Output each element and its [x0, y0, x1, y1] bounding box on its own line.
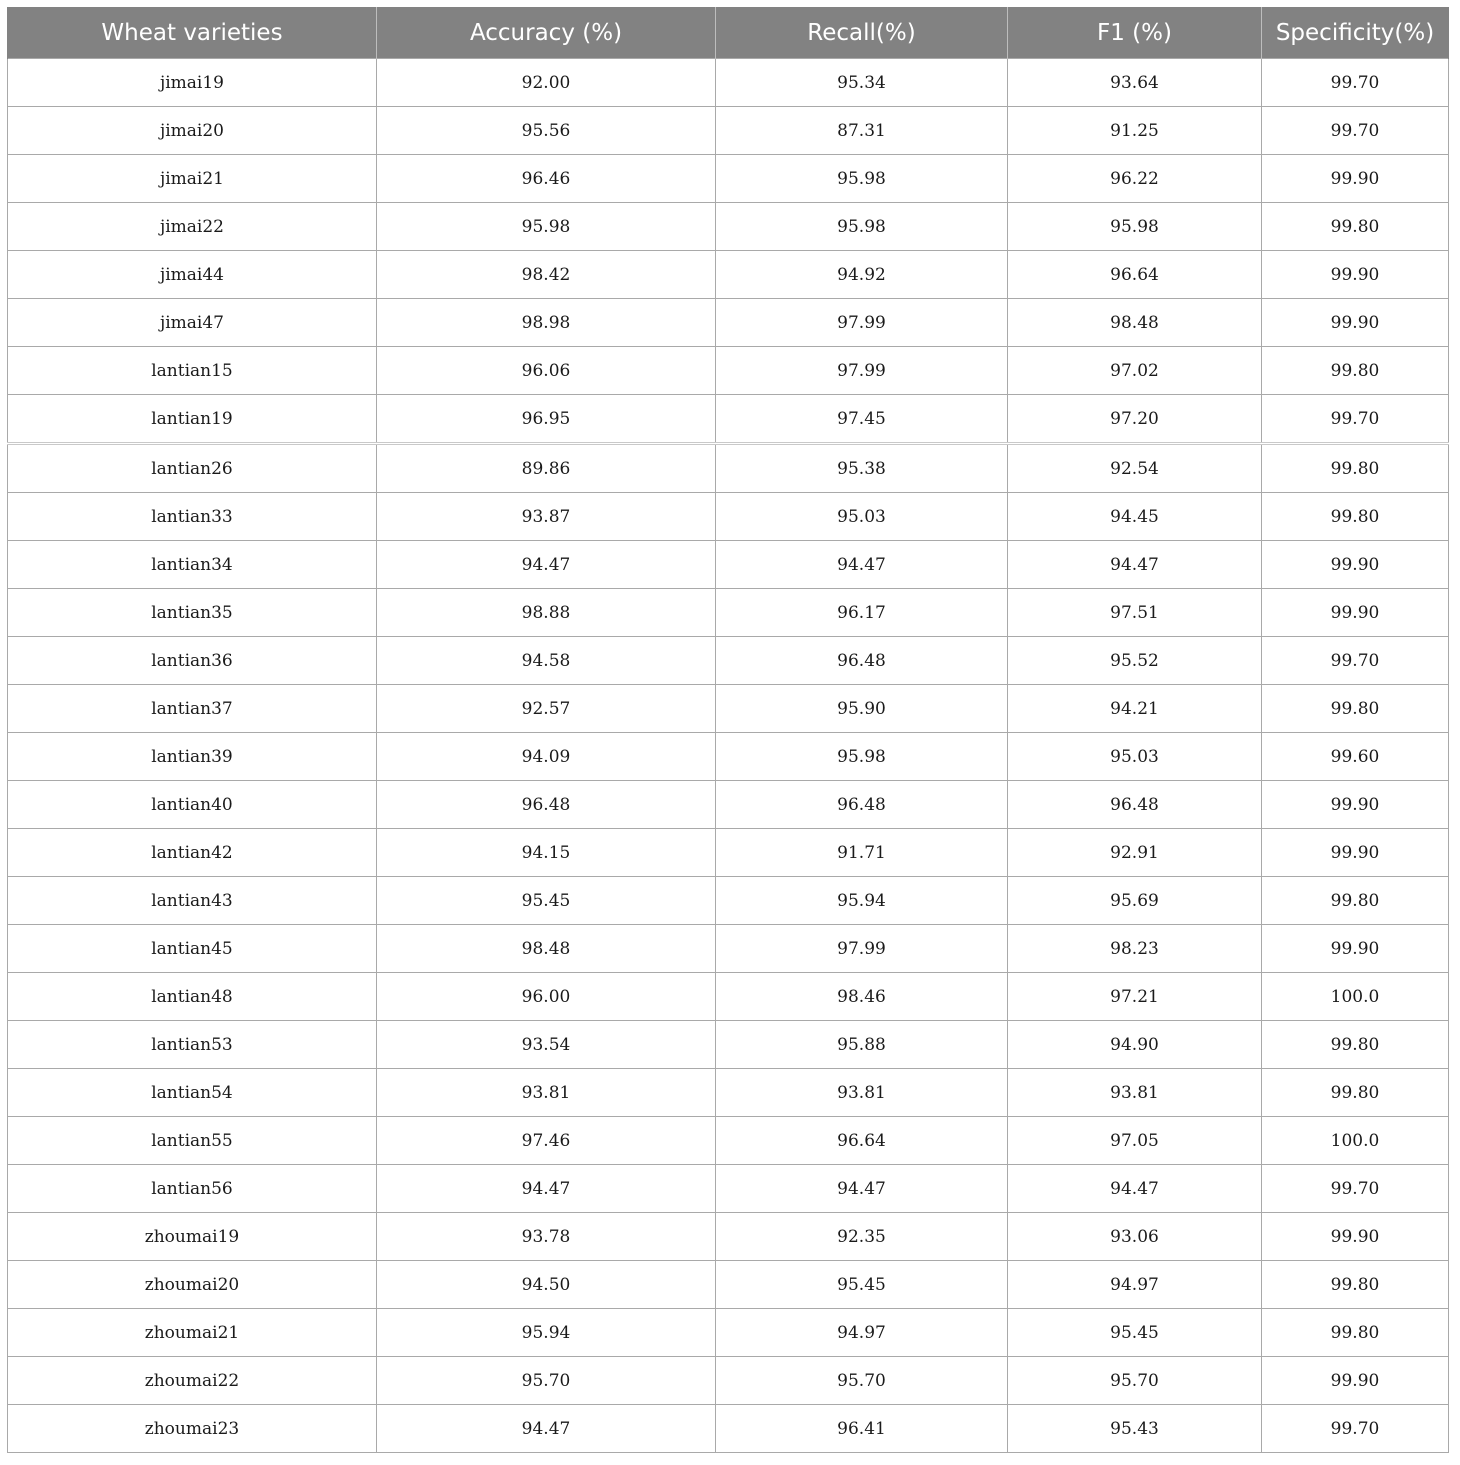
cell-variety: zhoumai19	[8, 1213, 377, 1261]
cell-variety: lantian45	[8, 925, 377, 973]
cell-accuracy: 95.45	[377, 877, 716, 925]
cell-f1: 95.70	[1008, 1357, 1262, 1405]
cell-f1: 95.52	[1008, 637, 1262, 685]
cell-specificity: 99.90	[1262, 925, 1449, 973]
table-row	[8, 685, 1449, 733]
cell-f1: 94.47	[1008, 541, 1262, 589]
cell-f1: 96.48	[1008, 781, 1262, 829]
cell-specificity: 99.80	[1262, 1021, 1449, 1069]
table-row	[8, 395, 1449, 444]
cell-variety: lantian53	[8, 1021, 377, 1069]
cell-recall: 92.35	[716, 1213, 1008, 1261]
cell-f1: 97.02	[1008, 347, 1262, 395]
cell-accuracy: 93.87	[377, 493, 716, 541]
cell-specificity: 99.90	[1262, 251, 1449, 299]
cell-recall: 94.47	[716, 541, 1008, 589]
cell-recall: 94.47	[716, 1165, 1008, 1213]
table-row	[8, 733, 1449, 781]
cell-variety: jimai20	[8, 107, 377, 155]
cell-accuracy: 94.15	[377, 829, 716, 877]
cell-specificity: 99.70	[1262, 1165, 1449, 1213]
cell-specificity: 99.80	[1262, 1309, 1449, 1357]
table-row	[8, 1165, 1449, 1213]
table-row	[8, 877, 1449, 925]
cell-recall: 95.45	[716, 1261, 1008, 1309]
cell-variety: lantian42	[8, 829, 377, 877]
cell-variety: zhoumai23	[8, 1405, 377, 1453]
cell-specificity: 99.70	[1262, 59, 1449, 107]
cell-f1: 96.22	[1008, 155, 1262, 203]
cell-variety: jimai22	[8, 203, 377, 251]
cell-accuracy: 98.98	[377, 299, 716, 347]
cell-f1: 95.03	[1008, 733, 1262, 781]
cell-accuracy: 98.42	[377, 251, 716, 299]
table-row	[8, 251, 1449, 299]
cell-accuracy: 95.56	[377, 107, 716, 155]
cell-variety: lantian37	[8, 685, 377, 733]
table-row	[8, 1309, 1449, 1357]
table-row	[8, 973, 1449, 1021]
cell-variety: lantian39	[8, 733, 377, 781]
cell-f1: 96.64	[1008, 251, 1262, 299]
cell-recall: 98.46	[716, 973, 1008, 1021]
cell-specificity: 99.80	[1262, 685, 1449, 733]
table-row	[8, 347, 1449, 395]
cell-recall: 97.45	[716, 395, 1008, 444]
cell-accuracy: 96.46	[377, 155, 716, 203]
cell-specificity: 99.70	[1262, 107, 1449, 155]
cell-recall: 95.34	[716, 59, 1008, 107]
cell-accuracy: 93.54	[377, 1021, 716, 1069]
cell-variety: jimai21	[8, 155, 377, 203]
table-row	[8, 1261, 1449, 1309]
cell-recall: 91.71	[716, 829, 1008, 877]
cell-specificity: 100.0	[1262, 1117, 1449, 1165]
cell-accuracy: 96.48	[377, 781, 716, 829]
cell-f1: 95.43	[1008, 1405, 1262, 1453]
cell-variety: jimai19	[8, 59, 377, 107]
cell-accuracy: 95.70	[377, 1357, 716, 1405]
cell-accuracy: 94.09	[377, 733, 716, 781]
header-f1: F1 (%)	[1008, 7, 1262, 59]
cell-accuracy: 95.98	[377, 203, 716, 251]
cell-recall: 96.64	[716, 1117, 1008, 1165]
cell-specificity: 99.90	[1262, 155, 1449, 203]
cell-variety: lantian26	[8, 444, 377, 493]
cell-recall: 97.99	[716, 347, 1008, 395]
cell-variety: zhoumai22	[8, 1357, 377, 1405]
header-wheat-varieties: Wheat varieties	[8, 7, 377, 59]
table-row	[8, 1405, 1449, 1453]
cell-specificity: 99.80	[1262, 877, 1449, 925]
cell-recall: 96.41	[716, 1405, 1008, 1453]
cell-recall: 95.94	[716, 877, 1008, 925]
cell-f1: 98.23	[1008, 925, 1262, 973]
table-row	[8, 1213, 1449, 1261]
table-row	[8, 781, 1449, 829]
cell-specificity: 99.90	[1262, 1213, 1449, 1261]
cell-recall: 95.03	[716, 493, 1008, 541]
cell-accuracy: 92.00	[377, 59, 716, 107]
cell-variety: lantian55	[8, 1117, 377, 1165]
wheat-varieties-metrics-table	[7, 7, 1449, 1453]
cell-specificity: 99.70	[1262, 1405, 1449, 1453]
cell-recall: 97.99	[716, 925, 1008, 973]
cell-recall: 87.31	[716, 107, 1008, 155]
cell-variety: lantian40	[8, 781, 377, 829]
cell-variety: jimai47	[8, 299, 377, 347]
cell-variety: zhoumai21	[8, 1309, 377, 1357]
header-specificity: Specificity(%)	[1262, 7, 1449, 59]
table-body	[8, 59, 1449, 1453]
table-row	[8, 925, 1449, 973]
cell-f1: 97.51	[1008, 589, 1262, 637]
cell-f1: 92.91	[1008, 829, 1262, 877]
cell-specificity: 99.90	[1262, 1357, 1449, 1405]
cell-variety: lantian54	[8, 1069, 377, 1117]
cell-f1: 95.98	[1008, 203, 1262, 251]
cell-variety: lantian43	[8, 877, 377, 925]
header-accuracy: Accuracy (%)	[377, 7, 716, 59]
cell-f1: 93.06	[1008, 1213, 1262, 1261]
cell-variety: lantian15	[8, 347, 377, 395]
cell-variety: jimai44	[8, 251, 377, 299]
table-row	[8, 59, 1449, 107]
cell-variety: lantian34	[8, 541, 377, 589]
cell-recall: 95.70	[716, 1357, 1008, 1405]
cell-f1: 97.05	[1008, 1117, 1262, 1165]
table-row	[8, 1357, 1449, 1405]
cell-accuracy: 95.94	[377, 1309, 716, 1357]
cell-f1: 94.90	[1008, 1021, 1262, 1069]
table-row	[8, 299, 1449, 347]
cell-recall: 95.38	[716, 444, 1008, 493]
cell-accuracy: 92.57	[377, 685, 716, 733]
header-row	[8, 7, 1449, 59]
cell-specificity: 99.90	[1262, 589, 1449, 637]
cell-f1: 95.45	[1008, 1309, 1262, 1357]
cell-specificity: 99.90	[1262, 781, 1449, 829]
cell-f1: 92.54	[1008, 444, 1262, 493]
cell-recall: 97.99	[716, 299, 1008, 347]
table-row	[8, 107, 1449, 155]
cell-specificity: 99.90	[1262, 541, 1449, 589]
cell-variety: lantian48	[8, 973, 377, 1021]
cell-f1: 95.69	[1008, 877, 1262, 925]
cell-variety: lantian56	[8, 1165, 377, 1213]
cell-accuracy: 94.47	[377, 1165, 716, 1213]
table-header	[8, 7, 1449, 59]
table-row	[8, 155, 1449, 203]
cell-accuracy: 96.06	[377, 347, 716, 395]
cell-specificity: 99.90	[1262, 299, 1449, 347]
cell-recall: 95.90	[716, 685, 1008, 733]
cell-recall: 95.98	[716, 733, 1008, 781]
cell-specificity: 99.80	[1262, 444, 1449, 493]
cell-recall: 96.17	[716, 589, 1008, 637]
cell-specificity: 99.80	[1262, 493, 1449, 541]
cell-specificity: 99.80	[1262, 1069, 1449, 1117]
table-row	[8, 1117, 1449, 1165]
cell-recall: 95.98	[716, 155, 1008, 203]
cell-f1: 94.45	[1008, 493, 1262, 541]
cell-variety: zhoumai20	[8, 1261, 377, 1309]
cell-f1: 94.21	[1008, 685, 1262, 733]
cell-f1: 93.81	[1008, 1069, 1262, 1117]
cell-specificity: 99.70	[1262, 395, 1449, 444]
cell-recall: 96.48	[716, 781, 1008, 829]
cell-specificity: 99.80	[1262, 347, 1449, 395]
cell-specificity: 99.90	[1262, 829, 1449, 877]
table-row	[8, 589, 1449, 637]
table-row	[8, 493, 1449, 541]
cell-accuracy: 93.78	[377, 1213, 716, 1261]
cell-accuracy: 96.95	[377, 395, 716, 444]
cell-specificity: 99.60	[1262, 733, 1449, 781]
table-row	[8, 444, 1449, 493]
cell-f1: 91.25	[1008, 107, 1262, 155]
cell-accuracy: 94.58	[377, 637, 716, 685]
cell-f1: 97.21	[1008, 973, 1262, 1021]
table-row	[8, 1021, 1449, 1069]
cell-variety: lantian33	[8, 493, 377, 541]
cell-f1: 97.20	[1008, 395, 1262, 444]
cell-variety: lantian19	[8, 395, 377, 444]
cell-accuracy: 94.47	[377, 541, 716, 589]
cell-specificity: 100.0	[1262, 973, 1449, 1021]
table-row	[8, 1069, 1449, 1117]
cell-recall: 94.97	[716, 1309, 1008, 1357]
cell-recall: 95.98	[716, 203, 1008, 251]
cell-recall: 93.81	[716, 1069, 1008, 1117]
cell-accuracy: 98.88	[377, 589, 716, 637]
cell-accuracy: 94.47	[377, 1405, 716, 1453]
cell-f1: 98.48	[1008, 299, 1262, 347]
cell-recall: 95.88	[716, 1021, 1008, 1069]
cell-specificity: 99.70	[1262, 637, 1449, 685]
cell-accuracy: 97.46	[377, 1117, 716, 1165]
cell-variety: lantian36	[8, 637, 377, 685]
cell-recall: 94.92	[716, 251, 1008, 299]
cell-accuracy: 93.81	[377, 1069, 716, 1117]
table-row	[8, 203, 1449, 251]
cell-accuracy: 98.48	[377, 925, 716, 973]
cell-specificity: 99.80	[1262, 1261, 1449, 1309]
table-row	[8, 637, 1449, 685]
cell-variety: lantian35	[8, 589, 377, 637]
cell-recall: 96.48	[716, 637, 1008, 685]
results-table-container	[7, 7, 1448, 1453]
table-row	[8, 541, 1449, 589]
cell-accuracy: 94.50	[377, 1261, 716, 1309]
cell-f1: 94.97	[1008, 1261, 1262, 1309]
cell-accuracy: 96.00	[377, 973, 716, 1021]
header-recall: Recall(%)	[716, 7, 1008, 59]
cell-accuracy: 89.86	[377, 444, 716, 493]
table-row	[8, 829, 1449, 877]
cell-f1: 93.64	[1008, 59, 1262, 107]
cell-specificity: 99.80	[1262, 203, 1449, 251]
cell-f1: 94.47	[1008, 1165, 1262, 1213]
